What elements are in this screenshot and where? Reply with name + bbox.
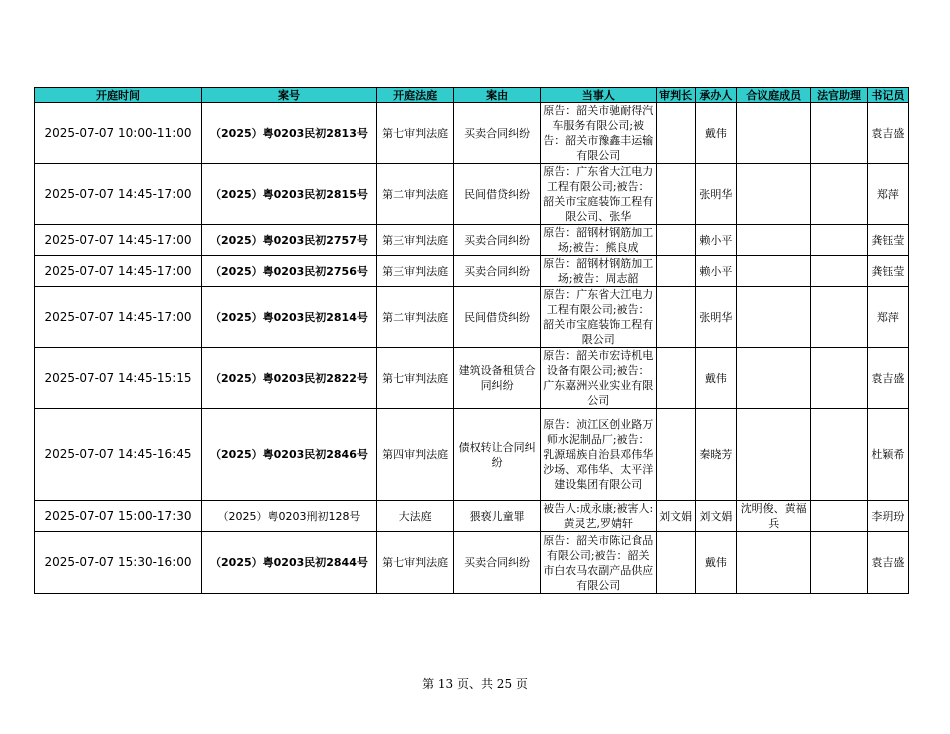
cell-clerk: 袁吉盛 — [867, 348, 908, 409]
column-header-parties: 当事人 — [540, 88, 656, 103]
cell-assistant — [811, 225, 867, 256]
cell-time: 2025-07-07 14:45-16:45 — [35, 409, 202, 501]
cell-assistant — [811, 501, 867, 532]
column-header-clerk: 书记员 — [867, 88, 908, 103]
cell-reason: 猥亵儿童罪 — [454, 501, 540, 532]
cell-panel-members — [736, 256, 810, 287]
table-row — [35, 164, 909, 225]
cell-parties: 被告人:成永康;被害人:黄灵艺,罗婧轩 — [540, 501, 656, 532]
table-header-row — [35, 88, 909, 103]
cell-reason: 民间借贷纠纷 — [454, 287, 540, 348]
cell-handler: 戴伟 — [695, 348, 736, 409]
cell-assistant — [811, 164, 867, 225]
cell-parties: 原告：韶钢材钢筋加工场;被告：熊良成 — [540, 225, 656, 256]
cell-assistant — [811, 348, 867, 409]
cell-handler: 赖小平 — [695, 256, 736, 287]
table-row — [35, 256, 909, 287]
cell-case-number: （2025）粤0203刑初128号 — [201, 501, 376, 532]
table-row — [35, 103, 909, 164]
cell-parties: 原告：韶关市宏诗机电设备有限公司;被告：广东嘉洲兴业实业有限公司 — [540, 348, 656, 409]
cell-case-number: （2025）粤0203民初2814号 — [201, 287, 376, 348]
cell-clerk: 龚钰莹 — [867, 225, 908, 256]
cell-reason: 买卖合同纠纷 — [454, 103, 540, 164]
cell-time: 2025-07-07 14:45-17:00 — [35, 164, 202, 225]
cell-parties: 原告：浈江区创业路万师水泥制品厂;被告：乳源瑶族自治县邓伟华沙场、邓伟华、太平洋建设集团有限公司 — [540, 409, 656, 501]
cell-chief-judge — [656, 532, 695, 594]
cell-court: 第三审判法庭 — [376, 225, 453, 256]
cell-reason: 民间借贷纠纷 — [454, 164, 540, 225]
page-number: 第 13 页、共 25 页 — [422, 677, 528, 691]
column-header-court: 开庭法庭 — [376, 88, 453, 103]
cell-panel-members — [736, 532, 810, 594]
cell-court: 大法庭 — [376, 501, 453, 532]
cell-assistant — [811, 409, 867, 501]
cell-reason: 买卖合同纠纷 — [454, 225, 540, 256]
cell-time: 2025-07-07 14:45-15:15 — [35, 348, 202, 409]
cell-chief-judge — [656, 348, 695, 409]
cell-court: 第三审判法庭 — [376, 256, 453, 287]
cell-clerk: 杜颖希 — [867, 409, 908, 501]
cell-reason: 买卖合同纠纷 — [454, 532, 540, 594]
cell-chief-judge — [656, 256, 695, 287]
cell-chief-judge: 刘文娟 — [656, 501, 695, 532]
cell-parties: 原告：韶关市驰耐得汽车服务有限公司;被告：韶关市豫鑫丰运输有限公司 — [540, 103, 656, 164]
cell-handler: 秦晓芳 — [695, 409, 736, 501]
cell-case-number: （2025）粤0203民初2757号 — [201, 225, 376, 256]
cell-panel-members — [736, 348, 810, 409]
cell-court: 第七审判法庭 — [376, 532, 453, 594]
cell-panel-members — [736, 225, 810, 256]
cell-court: 第二审判法庭 — [376, 287, 453, 348]
cell-court: 第七审判法庭 — [376, 348, 453, 409]
cell-case-number: （2025）粤0203民初2813号 — [201, 103, 376, 164]
column-header-handler: 承办人 — [695, 88, 736, 103]
cell-clerk: 李玥玢 — [867, 501, 908, 532]
cell-case-number: （2025）粤0203民初2756号 — [201, 256, 376, 287]
cell-clerk: 袁吉盛 — [867, 532, 908, 594]
cell-time: 2025-07-07 14:45-17:00 — [35, 256, 202, 287]
cell-handler: 张明华 — [695, 287, 736, 348]
cell-case-number: （2025）粤0203民初2844号 — [201, 532, 376, 594]
table-row — [35, 532, 909, 594]
table-row — [35, 348, 909, 409]
cell-parties: 原告：广东省大江电力工程有限公司;被告：韶关市宝庭装饰工程有限公司、张华 — [540, 164, 656, 225]
cell-time: 2025-07-07 14:45-17:00 — [35, 225, 202, 256]
cell-time: 2025-07-07 15:00-17:30 — [35, 501, 202, 532]
column-header-panel-members: 合议庭成员 — [736, 88, 810, 103]
cell-time: 2025-07-07 10:00-11:00 — [35, 103, 202, 164]
table-row — [35, 501, 909, 532]
cell-case-number: （2025）粤0203民初2822号 — [201, 348, 376, 409]
cell-chief-judge — [656, 225, 695, 256]
cell-panel-members: 沈明俊、黄福兵 — [736, 501, 810, 532]
table-row — [35, 287, 909, 348]
column-header-case-number: 案号 — [201, 88, 376, 103]
cell-assistant — [811, 256, 867, 287]
cell-chief-judge — [656, 409, 695, 501]
hearing-schedule-table — [34, 87, 909, 594]
cell-court: 第七审判法庭 — [376, 103, 453, 164]
cell-chief-judge — [656, 103, 695, 164]
cell-reason: 债权转让合同纠纷 — [454, 409, 540, 501]
cell-parties: 原告：韶钢材钢筋加工场;被告：周志韶 — [540, 256, 656, 287]
cell-handler: 戴伟 — [695, 103, 736, 164]
cell-court: 第二审判法庭 — [376, 164, 453, 225]
cell-panel-members — [736, 103, 810, 164]
cell-panel-members — [736, 409, 810, 501]
cell-clerk: 郑萍 — [867, 287, 908, 348]
column-header-chief-judge: 审判长 — [656, 88, 695, 103]
cell-parties: 原告：广东省大江电力工程有限公司;被告：韶关市宝庭装饰工程有限公司 — [540, 287, 656, 348]
cell-chief-judge — [656, 287, 695, 348]
cell-time: 2025-07-07 14:45-17:00 — [35, 287, 202, 348]
cell-court: 第四审判法庭 — [376, 409, 453, 501]
cell-reason: 买卖合同纠纷 — [454, 256, 540, 287]
cell-handler: 刘文娟 — [695, 501, 736, 532]
cell-clerk: 龚钰莹 — [867, 256, 908, 287]
cell-reason: 建筑设备租赁合同纠纷 — [454, 348, 540, 409]
cell-clerk: 郑萍 — [867, 164, 908, 225]
cell-panel-members — [736, 287, 810, 348]
cell-handler: 张明华 — [695, 164, 736, 225]
cell-time: 2025-07-07 15:30-16:00 — [35, 532, 202, 594]
cell-chief-judge — [656, 164, 695, 225]
table-row — [35, 409, 909, 501]
column-header-time: 开庭时间 — [35, 88, 202, 103]
cell-handler: 赖小平 — [695, 225, 736, 256]
cell-assistant — [811, 532, 867, 594]
cell-assistant — [811, 287, 867, 348]
column-header-reason: 案由 — [454, 88, 540, 103]
cell-case-number: （2025）粤0203民初2846号 — [201, 409, 376, 501]
cell-handler: 戴伟 — [695, 532, 736, 594]
cell-case-number: （2025）粤0203民初2815号 — [201, 164, 376, 225]
cell-panel-members — [736, 164, 810, 225]
table-row — [35, 225, 909, 256]
cell-assistant — [811, 103, 867, 164]
cell-clerk: 袁吉盛 — [867, 103, 908, 164]
cell-parties: 原告：韶关市陈记食品有限公司;被告：韶关市白农马农副产品供应有限公司 — [540, 532, 656, 594]
column-header-assistant: 法官助理 — [811, 88, 867, 103]
